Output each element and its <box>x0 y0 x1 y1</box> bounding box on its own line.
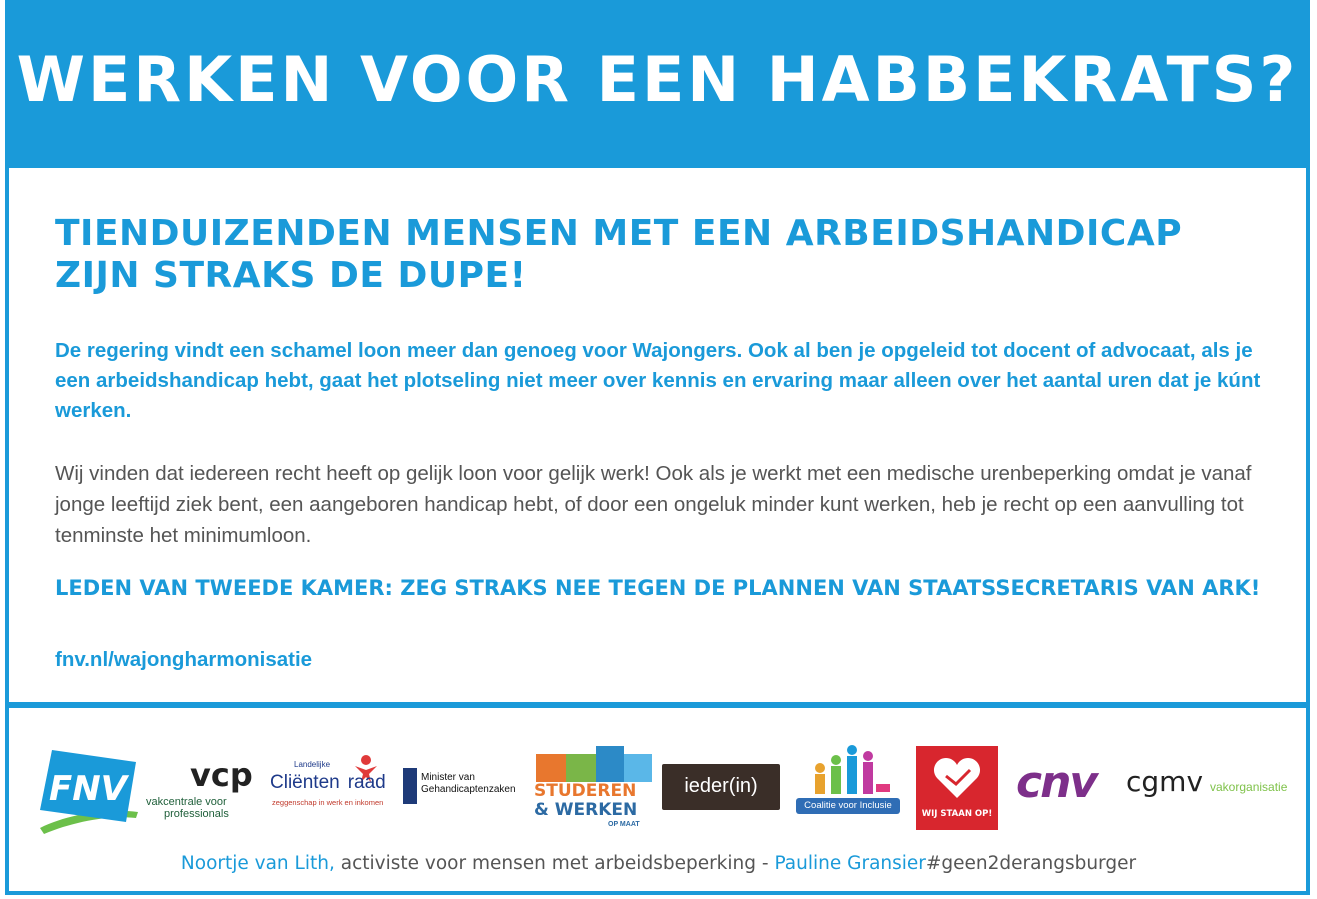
main-content <box>55 213 1275 671</box>
heart-icon <box>932 754 982 802</box>
fnv-logo <box>38 742 140 834</box>
body-paragraph: Wij vinden dat iedereen recht heeft op gelijk loon voor gelijk werk! Ook als je werkt met een medische urenbeperking omdat je vanaf jonge leeftijd ziek bent, een aangeboren handicap hebt, of door een ongeluk minder kunt werken, heb je recht op een aanvulling tot tenminste het minimumloon. <box>55 462 1252 547</box>
puzzle-icon <box>596 746 624 782</box>
credit-hashtag: #geen2derangsburger <box>925 853 1137 874</box>
cgmv-logo: cgmv vakorganisatie <box>1126 765 1288 798</box>
credit-line <box>0 850 1317 878</box>
call-to-action: LEDEN VAN TWEEDE KAMER: ZEG STRAKS NEE TEGEN DE PLANNEN VAN STAATSSECRETARIS VAN ARK! <box>55 576 1261 600</box>
page-title: WERKEN VOOR EEN HABBEKRATS? <box>16 43 1299 116</box>
headline-line-2: ZIJN STRAKS DE DUPE! <box>55 255 527 296</box>
section-divider <box>5 702 1310 708</box>
intro-paragraph: De regering vindt een schamel loon meer dan genoeg voor Wajongers. Ook al ben je opgeleid tot docent of advocaat, als je een arbeidshandicap hebt, gaat het plotseling niet meer over kennis en ervaring maar alleen over het aantal uren dat je kúnt werken. <box>55 339 1261 422</box>
emblem-icon <box>403 768 417 804</box>
studeren-werken-logo: STUDEREN & WERKEN OP MAAT <box>532 744 656 832</box>
partner-logos <box>0 740 1317 835</box>
vcp-logo: vcp vakcentrale voor professionals <box>146 756 253 820</box>
coalitie-logo: Coalitie voor Inclusie <box>796 742 900 818</box>
cnv-logo-text: cnv <box>1016 757 1097 808</box>
wij-staan-op-logo: WIJ STAAN OP! <box>916 746 998 830</box>
minister-logo: Minister van Gehandicaptenzaken <box>403 768 527 808</box>
people-icon <box>806 742 892 796</box>
credit-name-1: Noortje van Lith, <box>180 853 335 874</box>
fnv-logo-text: FNV <box>49 769 127 809</box>
credit-middle: activiste voor mensen met arbeidsbeperking - <box>340 853 769 874</box>
clientenraad-logo: Landelijke Cliënten raad zeggenschap in werk en inkomen <box>270 754 392 824</box>
headline <box>55 213 1275 297</box>
credit-name-2: Pauline Gransier <box>774 853 926 874</box>
vcp-logo-text: vcp <box>190 756 253 794</box>
campaign-link[interactable]: fnv.nl/wajongharmonisatie <box>55 648 313 671</box>
headline-line-1: TIENDUIZENDEN MENSEN MET EEN ARBEIDSHANDICAP <box>55 213 1183 254</box>
iederin-logo: ieder(in) <box>662 764 780 810</box>
cnv-logo <box>1016 757 1120 808</box>
